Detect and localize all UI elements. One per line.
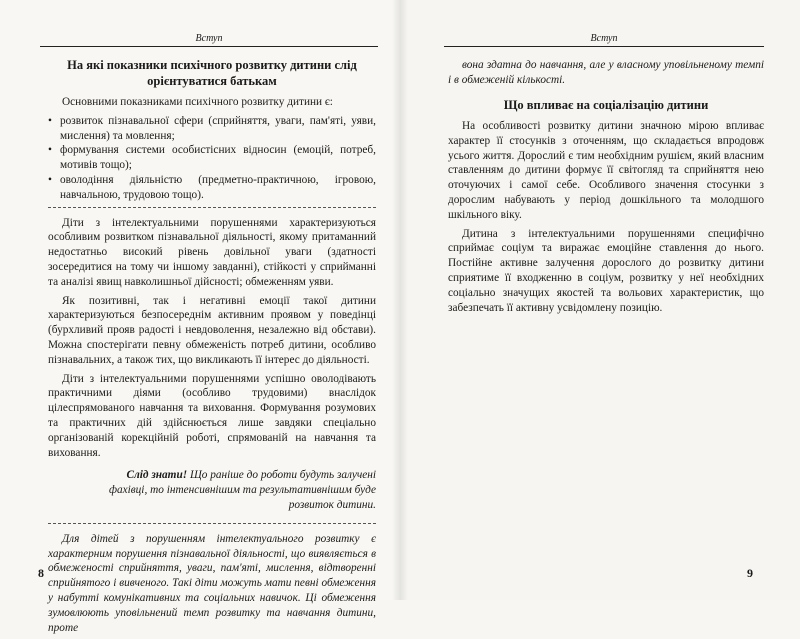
- callout-note: [48, 468, 376, 512]
- section-divider: [48, 207, 376, 208]
- intro-paragraph: Основними показниками психічного розвитку дитини є:: [62, 96, 333, 108]
- section-heading: Що впливає на соціалізацію дитини: [503, 97, 709, 112]
- body-paragraph: Дитина з інтелектуальними порушеннями специфічно сприймає соціум та виражає емоційне ставлення до нього. Постійне активне залучення дорослого до розвитку дитини сприятиме її входженню в соціум, розвитку у неї необхідних соціально значущих якостей та вольових характеристик, що забезпечать її активну усвідомлену позицію.: [448, 227, 764, 314]
- body-paragraph: Діти з інтелектуальними порушеннями характеризуються особливим розвитком пізнавальної діяльності, якому притаманний недостатньо високий рівень довільної уваги (здатності зосередитися на тому чи іншому завданні), стійкості у сприйманні та аналізі явищ навколишньої дійсності; обмеженням уяви.: [48, 216, 376, 288]
- left-page: [0, 0, 400, 634]
- callout-text: Що раніше до роботи будуть залучені фахівці, то інтенсивнішим та результативнішим буде розвиток дитини.: [108, 469, 376, 511]
- list-item: • розвиток пізнавальної сфери (сприйняття, уваги, пам'яті, уяви, мислення) та мовлення;: [48, 114, 376, 144]
- header-rule: [444, 46, 764, 47]
- page-number: 8: [38, 566, 44, 580]
- list-item: • формування системи особистісних відносин (емоцій, потреб, мотивів тощо);: [48, 143, 376, 173]
- list-item: • оволодіння діяльністю (предметно-практичною, ігровою, навчальною, трудовою тощо).: [48, 173, 376, 203]
- body-paragraph: На особливості розвитку дитини значною мірою впливає характер її стосунків з оточенням, що складається впродовж усього життя. Дорослий є тим необхідним рушієм, який власним ставленням до дитини формує її світогляд та сприйняття нею оточуючих і самої себе. Особливого значення стосунки з дорослим набувають у період дошкільного та молодшого шкільного віку.: [448, 120, 764, 221]
- header-rule: [40, 46, 378, 47]
- continued-paragraph: вона здатна до навчання, але у власному уповільненому темпі і в обмеженій кількості.: [448, 59, 764, 86]
- body-paragraph: Діти з інтелектуальними порушеннями успішно оволодівають практичними діями (особливо трудовими) внаслідок цілеспрямованого навчання та виховання. Формування розумових та практичних дій здійснюється лише завдяки спеціально організованій корекційній роботі, спрямованій на навчання та виховання.: [48, 372, 376, 459]
- italic-paragraph: Для дітей з порушенням інтелектуального розвитку є характерним порушення пізнавальної діяльності, що виявляється в обмеженості сприйняття, уваги, пам'яті, мислення, відтворенні сприйнятого і вивченого. Такі діти можуть мати певні обмеження у набутті комунікативних та соціальних навичок. Ці обмеження зумовлюють уповільнений темп розвитку та навчання дитини, проте: [48, 532, 376, 634]
- running-head: Вступ: [590, 33, 618, 44]
- page-number: 9: [747, 566, 753, 580]
- book-gutter: [392, 0, 408, 600]
- section-heading: На які показники психічного розвитку дитини слід орієнтуватися батькам: [67, 58, 357, 88]
- indicator-list: [48, 114, 376, 203]
- callout-lead: Слід знати!: [126, 469, 188, 482]
- section-divider: [48, 523, 376, 524]
- body-paragraph: Як позитивні, так і негативні емоції такої дитини характеризуються безпосереднім активним проявом у поведінці (бурхливий прояв радості і невдоволення, незалежно від обстави). Можна спостерігати певну обмеженість потреб дитини, особливо пізнавальних, а також тих, що викликають її інтерес до діяльності.: [48, 294, 376, 366]
- right-page: [400, 0, 800, 600]
- right-page-body: [448, 58, 764, 319]
- running-head: Вступ: [195, 33, 223, 44]
- left-page-body: [48, 58, 376, 639]
